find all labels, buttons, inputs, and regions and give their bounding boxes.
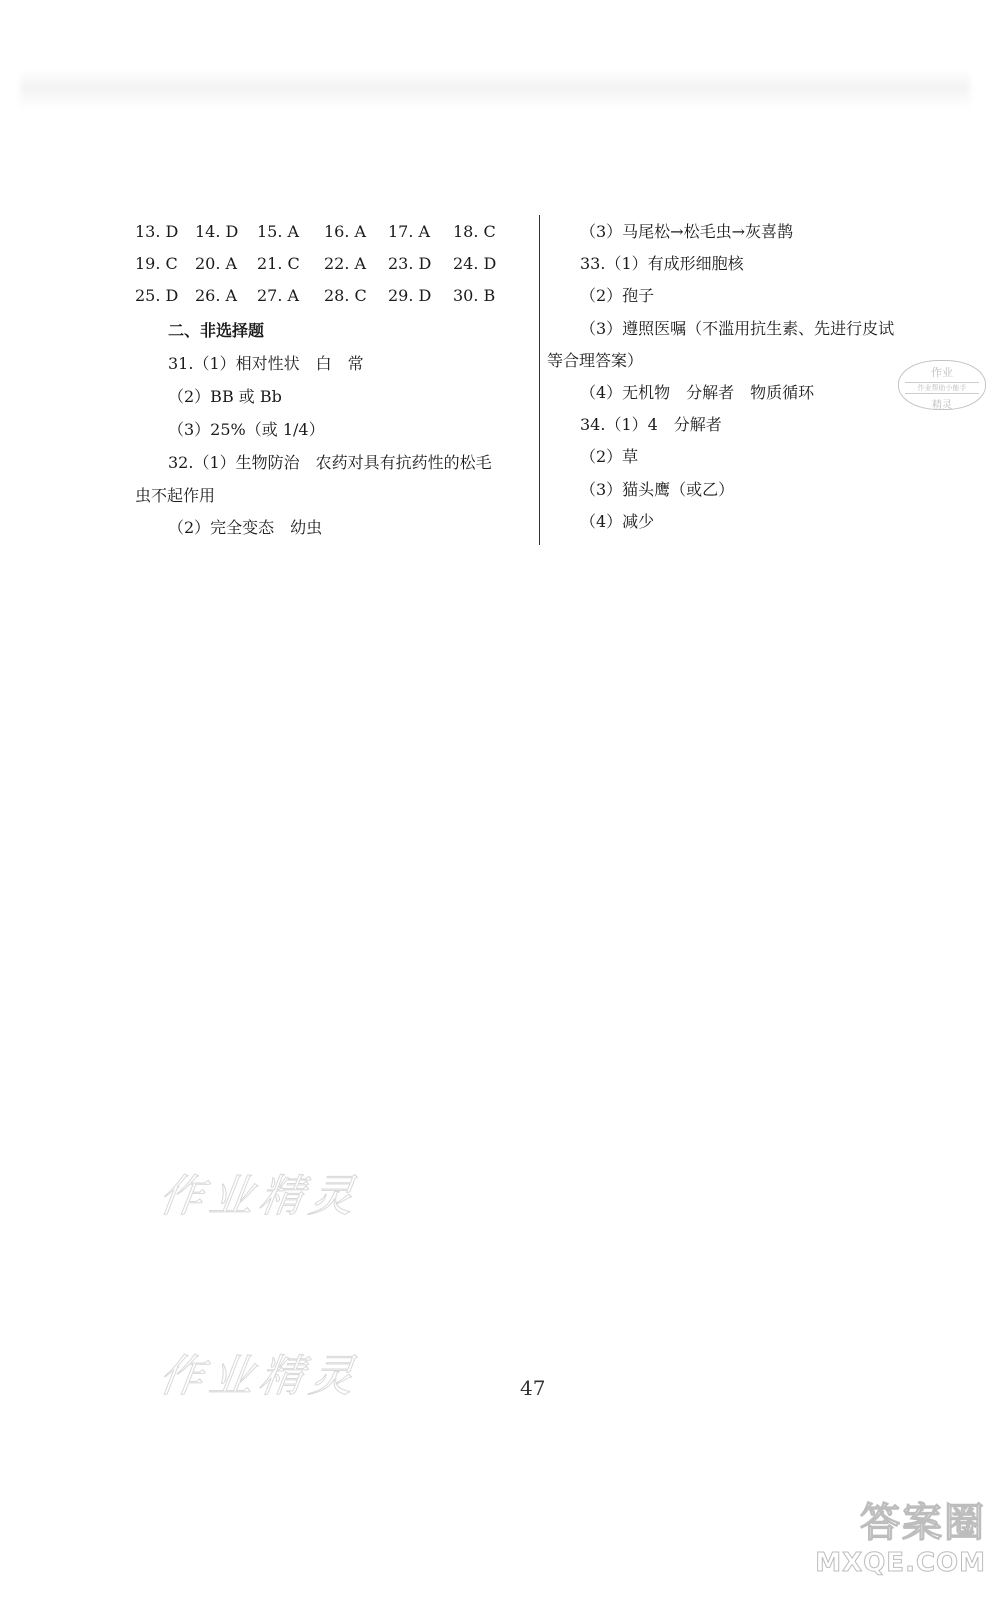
answer-line: （3）猫头鹰（或乙） (580, 480, 735, 499)
mc-answer: 18. C (453, 222, 496, 241)
mc-answer: 16. A (324, 222, 367, 241)
corner-logo-url: MXQE.COM (815, 1548, 986, 1578)
answer-line: （3）遵照医嘱（不滥用抗生素、先进行皮试 (580, 319, 895, 338)
answer-line: 虫不起作用 (135, 486, 216, 505)
answer-line: 33.（1）有成形细胞核 (580, 254, 744, 273)
mc-answer: 30. B (453, 286, 496, 305)
answer-line: （4）减少 (580, 512, 655, 531)
answer-line: 32.（1）生物防治 农药对具有抗药性的松毛 (168, 453, 492, 472)
mc-answer: 20. A (195, 254, 238, 273)
mc-answer: 28. C (324, 286, 367, 305)
watermark: 作业精灵 (155, 1351, 363, 1402)
mc-answer: 23. D (388, 254, 432, 273)
answer-line: （2）BB 或 Bb (168, 387, 282, 406)
answer-line: （2）草 (580, 447, 639, 466)
answer-line: （3）25%（或 1/4） (168, 420, 325, 439)
stamp-top: 作业 (931, 366, 953, 379)
stamp-middle: 作业帮助小能手 (905, 382, 979, 394)
mc-answer: 17. A (388, 222, 431, 241)
mc-answer: 24. D (453, 254, 497, 273)
mc-answer: 29. D (388, 286, 432, 305)
mc-answer: 22. A (324, 254, 367, 273)
corner-site-logo (815, 1491, 986, 1578)
mc-answer: 21. C (257, 254, 300, 273)
column-divider (539, 215, 540, 545)
mc-answer: 14. D (195, 222, 239, 241)
page-number: 47 (520, 1376, 546, 1400)
blurred-header-band (20, 70, 970, 110)
mc-answer: 27. A (257, 286, 300, 305)
answer-line: 等合理答案） (547, 351, 644, 370)
answer-line: 31.（1）相对性状 白 常 (168, 354, 364, 373)
answer-line: （3）马尾松→松毛虫→灰喜鹊 (580, 222, 793, 241)
watermark: 作业精灵 (155, 1171, 363, 1222)
corner-logo-text: 答案圈 (860, 1500, 986, 1546)
mc-answer: 19. C (135, 254, 178, 273)
section-heading: 二、非选择题 (168, 321, 265, 340)
answer-line: （4）无机物 分解者 物质循环 (580, 383, 815, 402)
answer-line: 34.（1）4 分解者 (580, 415, 722, 434)
mc-answer: 26. A (195, 286, 238, 305)
stamp-bottom: 精灵 (932, 400, 952, 411)
mc-answer: 25. D (135, 286, 179, 305)
stamp-logo (898, 360, 986, 410)
mc-answer: 15. A (257, 222, 300, 241)
mc-answer: 13. D (135, 222, 179, 241)
answer-line: （2）完全变态 幼虫 (168, 518, 323, 537)
answer-line: （2）孢子 (580, 286, 655, 305)
